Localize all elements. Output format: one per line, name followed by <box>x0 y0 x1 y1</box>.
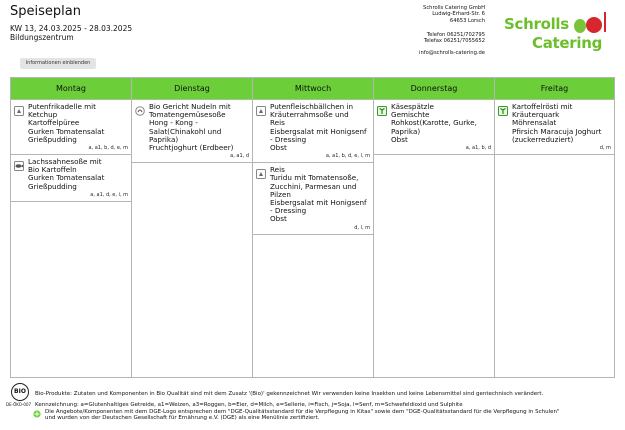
company-email[interactable]: info@schrolls-catering.de <box>419 50 485 57</box>
dish-text: Kartoffelrösti mit Kräuterquark Möhrensalat Pfirsich Maracuja Joghurt (zuckerreduziert) <box>512 102 602 144</box>
dish-text: Bio Gericht Nudeln mit Tomatengemüsesoße Hong - Kong - Salat(Chinakohl und Paprika) Fruchtjoghurt (Erdbeer) <box>149 102 234 153</box>
day-header: Montag <box>11 78 131 100</box>
bio-note: Bio-Produkte: Zutaten und Komponenten in Bio Qualität sind mit dem Zusatz '(Bio)' gekennzeichnet Wir verwenden keine Insekten und keine Lebensmittel sind gentechnisch verändert. <box>35 391 544 397</box>
day-column <box>495 78 614 377</box>
day-header: Dienstag <box>132 78 252 100</box>
company-fax: Telefax 06251/7055652 <box>423 38 485 45</box>
dish-allergens: a, a1, b, d, e, l, m <box>325 153 370 160</box>
week-range: KW 13, 24.03.2025 - 28.03.2025 <box>10 24 133 33</box>
dish-text: Reis Turidu mit Tomatensoße, Zucchini, Parmesan und Pilzen Eisbergsalat mit Honigsenf - Dressing Obst <box>270 165 367 224</box>
page-title: Speiseplan <box>10 4 81 19</box>
dish-allergens: a, a1, b, d, e, m <box>88 145 128 152</box>
dish-text: Lachssahnesoße mit Bio Kartoffeln Gurken Tomatensalat Grießpudding <box>28 157 105 191</box>
company-city: 64653 Lorsch <box>449 17 485 24</box>
standard-dish-icon <box>256 169 266 179</box>
logo-text-line1: Schrolls <box>504 15 569 33</box>
standard-dish-icon <box>256 106 266 116</box>
company-phone: Telefon 06251/702795 <box>426 31 485 38</box>
allergen-legend-text: Kennzeichnung: a=Glutenhaltiges Getreide, a1=Weizen, a3=Roggen, b=Eier, d=Milch, e=Sellerie, i=Fisch, j=Soja, l=Senf, m=Schwefeldioxid und Sulphite <box>35 402 463 408</box>
dge-note-line2: und wurden von der Deutschen Gesellschaft für Ernährung e.V. (DGE) als eine Menülinie zertifiziert. <box>45 415 320 421</box>
dish-allergens: a, a1, d, e, i, m <box>90 191 128 198</box>
dish-entry[interactable] <box>253 100 373 163</box>
dish-text: Käsespätzle Gemischte Rohkost(Karotte, Gurke, Paprika) Obst <box>391 102 477 144</box>
dish-allergens: a, a1, b, d <box>465 145 491 152</box>
dish-entry[interactable] <box>132 100 252 163</box>
bio-seal-caption: DE-ÖKO-007 <box>6 402 32 407</box>
company-name: Schrolls Catering GmbH <box>423 5 485 11</box>
day-column <box>11 78 132 377</box>
dish-entry[interactable] <box>253 163 373 234</box>
day-column <box>132 78 253 377</box>
logo-text-line2: Catering <box>532 34 603 52</box>
company-street: Ludwig-Erhard-Str. 6 <box>432 11 485 18</box>
day-column <box>253 78 374 377</box>
dge-logo-icon <box>33 410 41 418</box>
dish-allergens: a, a1, d <box>230 153 249 160</box>
bio-dish-icon <box>135 106 145 116</box>
company-address <box>380 5 485 57</box>
location: Bildungszentrum <box>10 33 74 42</box>
apple-icon <box>586 17 602 33</box>
pear-icon <box>574 19 586 33</box>
dish-entry[interactable] <box>11 100 131 155</box>
dge-note-line1: Die Angebote/Komponenten mit dem DGE-Logo entsprechen dem "DGE-Qualitätsstandard für die Verpflegung in Kitas" sowie dem "DGE-Qualitätsstandard für die Verpflegung in Schulen" <box>45 408 560 415</box>
veggie-dish-icon <box>377 106 387 116</box>
veggie-dish-icon <box>498 106 508 116</box>
dish-entry[interactable] <box>374 100 494 155</box>
standard-dish-icon <box>14 106 24 116</box>
day-column <box>374 78 495 377</box>
dish-entry[interactable] <box>495 100 614 155</box>
fish-dish-icon <box>14 161 24 171</box>
show-info-button[interactable]: Informationen einblenden <box>20 58 96 69</box>
day-header: Freitag <box>495 78 614 100</box>
day-header: Mittwoch <box>253 78 373 100</box>
fork-icon <box>604 12 606 32</box>
bio-seal-icon: BIO <box>11 383 29 401</box>
dish-allergens: d, m <box>599 145 611 152</box>
dish-entry[interactable] <box>11 155 131 202</box>
dish-allergens: d, l, m <box>354 224 370 231</box>
allergen-legend <box>35 402 560 422</box>
company-logo <box>498 10 616 58</box>
dish-text: Putenfrikadelle mit Ketchup Kartoffelpüree Gurken Tomatensalat Grießpudding <box>28 102 105 144</box>
dish-text: Putenfleischbällchen in Kräuterrahmsoße und Reis Eisbergsalat mit Honigsenf - Dressing Obst <box>270 102 367 153</box>
day-header: Donnerstag <box>374 78 494 100</box>
menu-grid <box>10 77 615 378</box>
